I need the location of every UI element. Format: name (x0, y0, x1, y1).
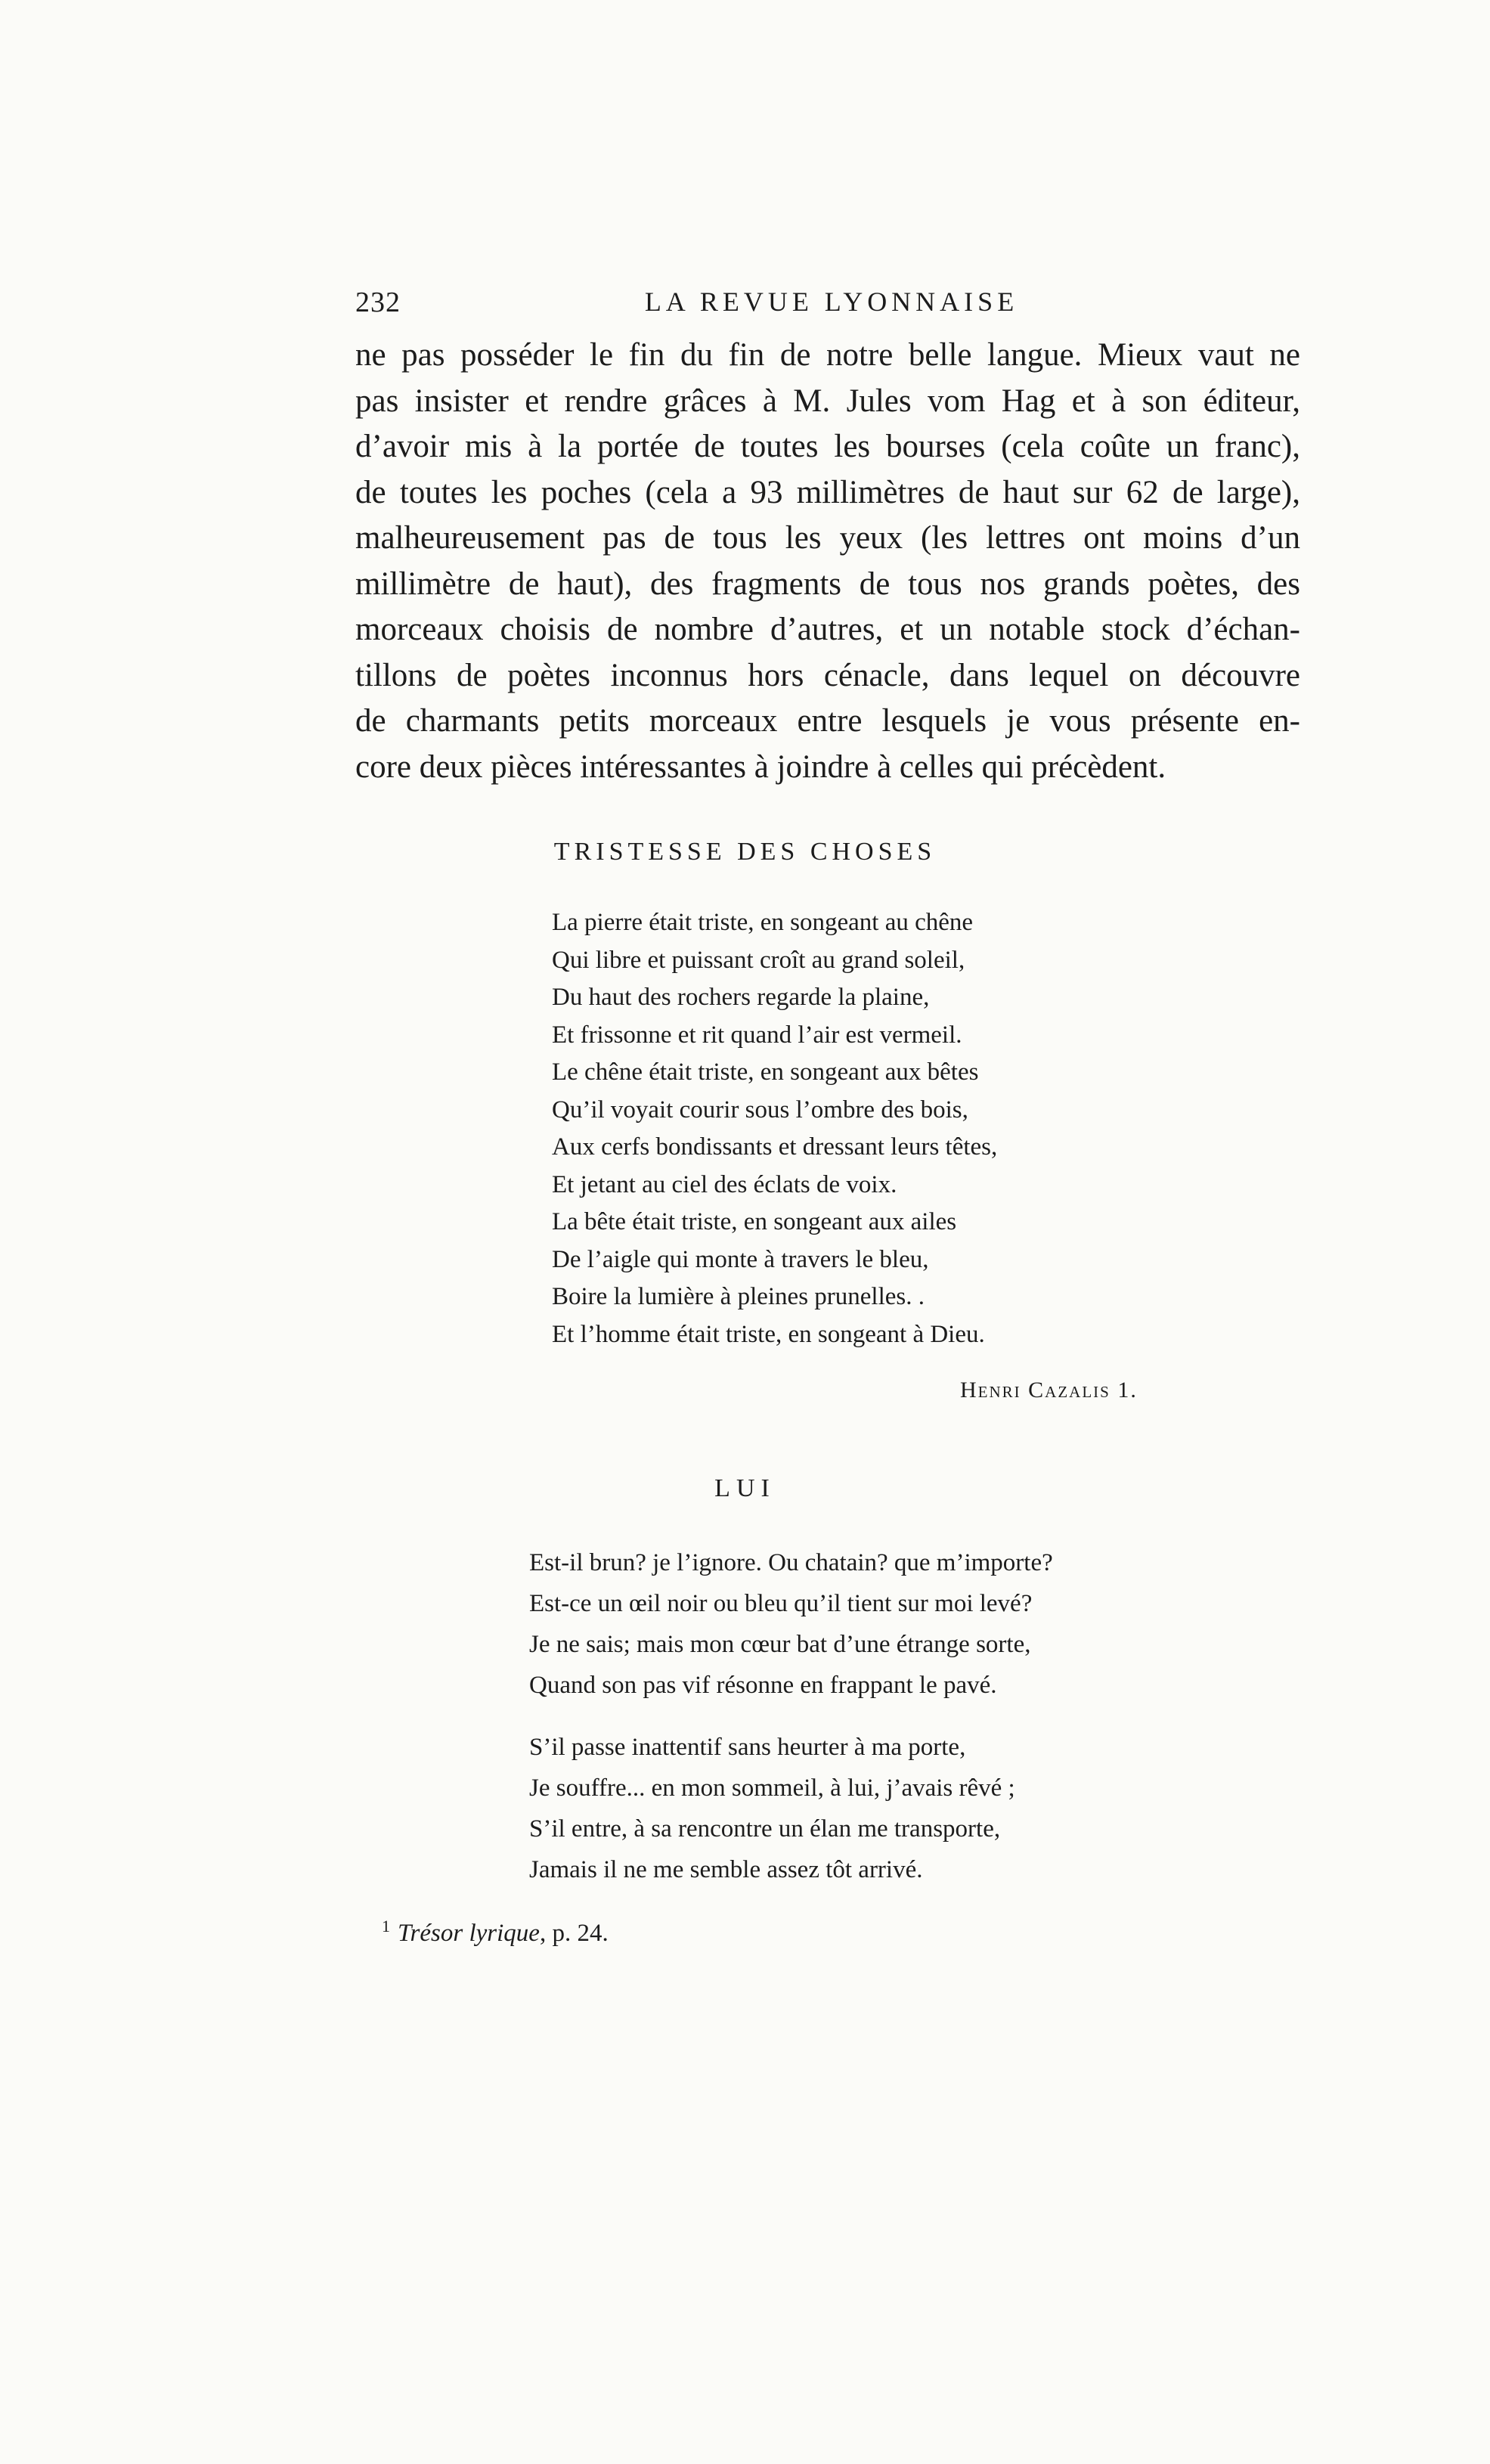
verse-line: Aux cerfs bondissants et dressant leurs têtes, (552, 1133, 998, 1161)
footnote-reference: 1. (1117, 1378, 1138, 1402)
footnote (382, 1917, 609, 1948)
body-line: ne pas posséder le fin du fin de notre belle langue. Mieux vaut ne (355, 337, 1300, 373)
body-line: pas insister et rendre grâces à M. Jules vom Hag et à son éditeur, (355, 383, 1300, 419)
poem-tristesse-des-choses (552, 904, 997, 1353)
verse-line: Jamais il ne me semble assez tôt arrivé. (529, 1856, 923, 1883)
body-line: millimètre de haut), des fragments de tous nos grands poètes, des (355, 566, 1300, 602)
verse-line: Boire la lumière à pleines prunelles. . (552, 1283, 925, 1310)
running-head (355, 286, 1308, 324)
body-line: core deux pièces intéressantes à joindre à celles qui précèdent. (355, 748, 1166, 785)
verse-line: Qu’il voyait courir sous l’ombre des bois, (552, 1096, 968, 1124)
poem-lui (529, 1542, 1053, 1911)
verse-line: S’il entre, à sa rencontre un élan me transporte, (529, 1815, 1001, 1843)
footnote-page-ref: , p. 24. (539, 1920, 609, 1947)
verse-line: Je souffre... en mon sommeil, à lui, j’avais rêvé ; (529, 1774, 1015, 1802)
stanza (529, 1727, 1053, 1890)
author-name: Henri Cazalis (960, 1378, 1111, 1402)
stanza (529, 1542, 1053, 1706)
verse-line: La pierre était triste, en songeant au chêne (552, 909, 974, 936)
footnote-source-title: Trésor lyrique (398, 1920, 540, 1947)
body-line: tillons de poètes inconnus hors cénacle, dans lequel on découvre (355, 657, 1300, 693)
verse-line: Est-ce un œil noir ou bleu qu’il tient sur moi levé? (529, 1590, 1033, 1617)
verse-line: Quand son pas vif résonne en frappant le pavé. (529, 1672, 997, 1699)
verse-line: La bête était triste, en songeant aux ailes (552, 1208, 957, 1235)
poem-title-tristesse: TRISTESSE DES CHOSES (553, 838, 937, 866)
verse-line: Est-il brun? je l’ignore. Ou chatain? que m’importe? (529, 1549, 1053, 1576)
journal-title: LA REVUE LYONNAISE (644, 287, 1019, 317)
verse-line: Qui libre et puissant croît au grand soleil, (552, 946, 965, 974)
body-line: morceaux choisis de nombre d’autres, et un notable stock d’échan- (355, 612, 1300, 647)
body-line: de charmants petits morceaux entre lesquels je vous présente en- (355, 703, 1300, 739)
body-paragraph (355, 333, 1300, 790)
verse-line: Et frissonne et rit quand l’air est vermeil. (552, 1021, 962, 1049)
verse-line: Le chêne était triste, en songeant aux bêtes (552, 1058, 979, 1086)
verse-line: De l’aigle qui monte à travers le bleu, (552, 1245, 929, 1273)
body-line: de toutes les poches (cela a 93 millimètres de haut sur 62 de large), (355, 474, 1300, 510)
poem-title-lui: LUI (714, 1474, 776, 1502)
body-line: d’avoir mis à la portée de toutes les bourses (cela coûte un franc), (355, 429, 1300, 464)
verse-line: Et l’homme était triste, en songeant à Dieu. (552, 1320, 985, 1348)
footnote-mark: 1 (382, 1917, 390, 1936)
verse-line: Du haut des rochers regarde la plaine, (552, 984, 930, 1011)
verse-line: S’il passe inattentif sans heurter à ma porte, (529, 1734, 966, 1761)
verse-line: Je ne sais; mais mon cœur bat d’une étrange sorte, (529, 1631, 1031, 1658)
verse-line: Et jetant au ciel des éclats de voix. (552, 1170, 897, 1198)
body-line: malheureusement pas de tous les yeux (les lettres ont moins d’un (355, 520, 1300, 556)
page-number: 232 (355, 287, 401, 318)
poem-attribution (960, 1378, 1138, 1403)
